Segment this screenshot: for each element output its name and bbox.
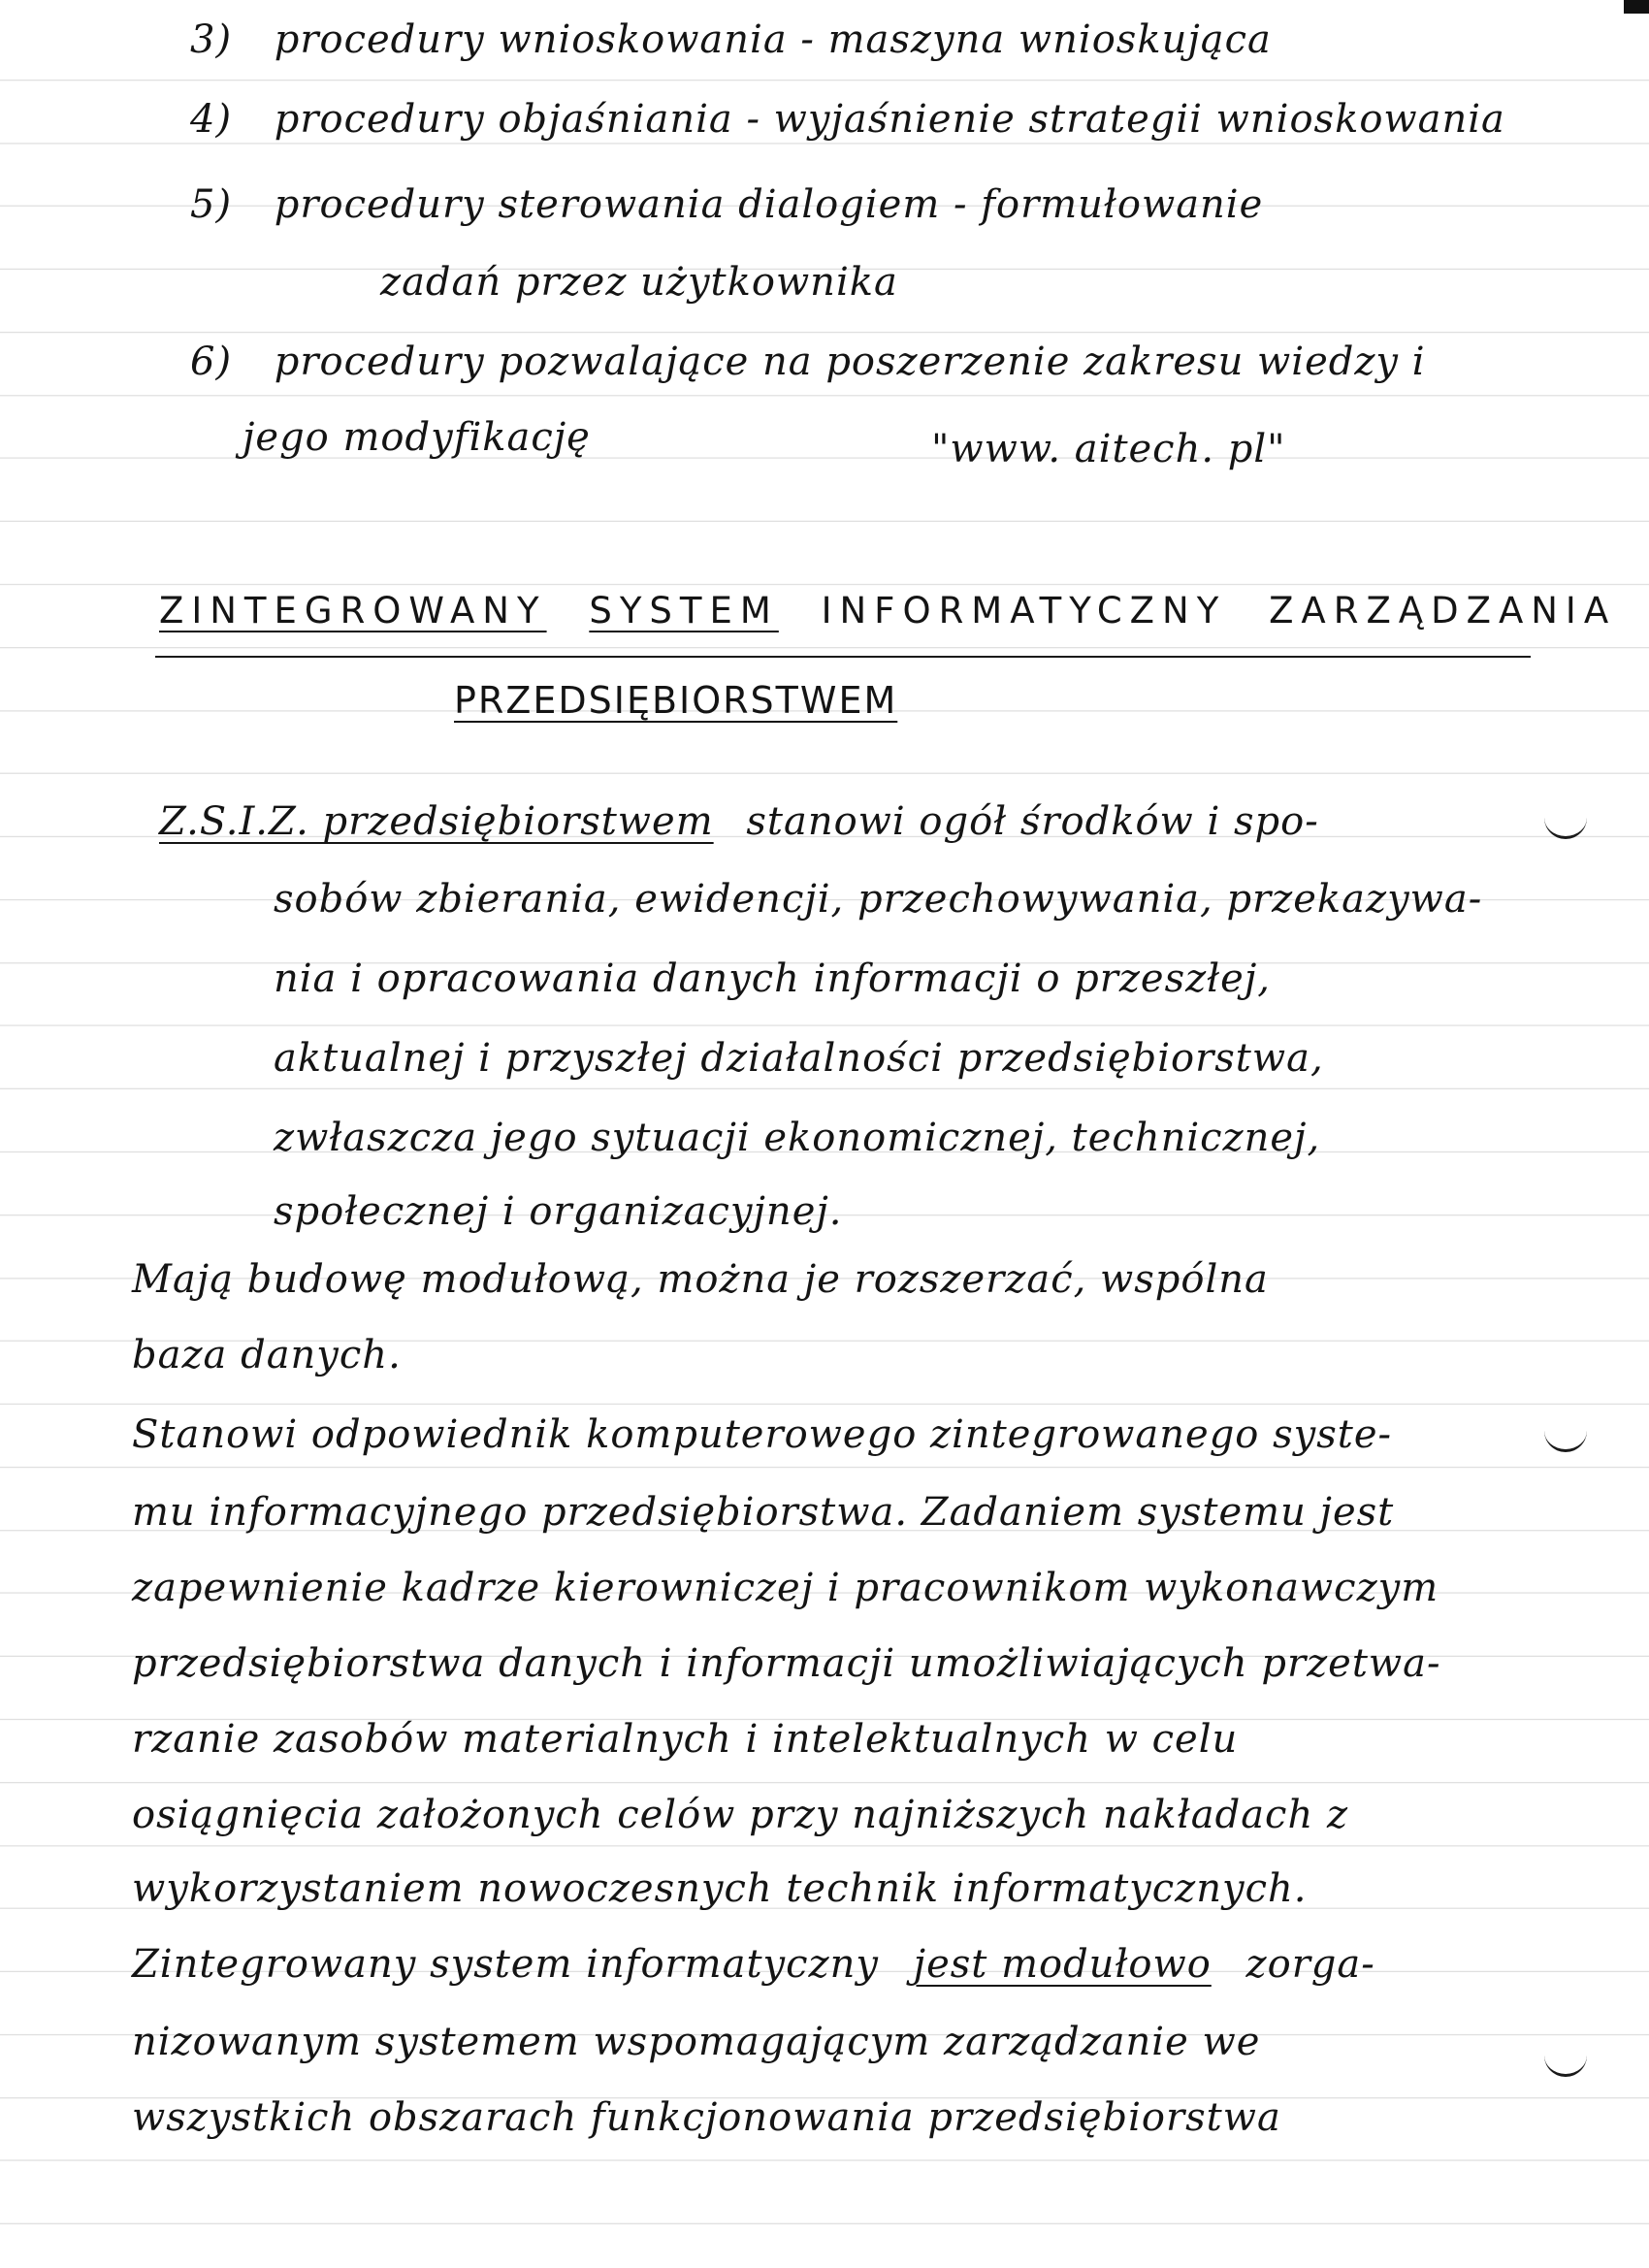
- underlined-phrase: jest modułowo: [913, 1942, 1212, 1987]
- list-text: procedury pozwalające na poszerzenie zakresu wiedzy i: [274, 340, 1426, 384]
- list-text: procedury objaśniania - wyjaśnienie strategii wnioskowania: [274, 97, 1505, 142]
- definition-text: stanowi ogół środków i spo-: [746, 799, 1319, 844]
- corner-scan-mark: [1624, 0, 1649, 14]
- list-number: 3): [190, 17, 233, 62]
- list-text: zadań przez użytkownika: [380, 260, 898, 305]
- final-text: Zintegrowany system informatyczny: [132, 1942, 879, 1987]
- final-first-line: [132, 1942, 1375, 1987]
- final-text: zorga-: [1245, 1942, 1375, 1987]
- title-word: SYSTEM: [589, 590, 779, 632]
- website-reference: "www. aitech. pl": [931, 427, 1286, 471]
- list-text: procedury sterowania dialogiem - formułowanie: [274, 182, 1264, 227]
- page-subtitle: PRZEDSIĘBIORSTWEM: [454, 679, 898, 722]
- definition-line: zwłaszcza jego sytuacji ekonomicznej, technicznej,: [274, 1116, 1321, 1160]
- definition-line: sobów zbierania, ewidencji, przechowywania, przekazywa-: [274, 877, 1483, 922]
- body-line: Stanowi odpowiednik komputerowego zintegrowanego syste-: [132, 1412, 1393, 1457]
- final-line: nizowanym systemem wspomagającym zarządzanie we: [132, 2020, 1261, 2064]
- title-word: ZINTEGROWANY: [159, 590, 547, 632]
- final-line: wszystkich obszarach funkcjonowania przedsiębiorstwa: [132, 2095, 1281, 2140]
- body-line: wykorzystaniem nowoczesnych technik informatycznych.: [132, 1866, 1308, 1911]
- body-line: baza danych.: [132, 1333, 402, 1377]
- list-item-6: [190, 340, 1426, 384]
- definition-line: nia i opracowania danych informacji o przeszłej,: [274, 956, 1271, 1001]
- definition-line: aktualnej i przyszłej działalności przedsiębiorstwa,: [274, 1036, 1324, 1081]
- definition-first-line: [159, 799, 1319, 844]
- list-item-4: [190, 97, 1505, 142]
- list-text: procedury wnioskowania - maszyna wnioskująca: [274, 17, 1272, 62]
- list-item-5-continuation: [380, 260, 898, 305]
- margin-tick-mark: [1544, 817, 1587, 839]
- title-word: INFORMATYCZNY: [821, 590, 1227, 632]
- list-number: 4): [190, 97, 233, 142]
- body-line: zapewnienie kadrze kierowniczej i pracownikom wykonawczym: [132, 1566, 1439, 1610]
- list-item-6-continuation: [242, 415, 591, 460]
- body-line: Mają budowę modułową, można je rozszerzać, wspólna: [132, 1257, 1269, 1302]
- margin-tick-mark: [1544, 1430, 1587, 1452]
- list-text: jego modyfikację: [242, 415, 591, 460]
- title-word: ZARZĄDZANIA: [1269, 590, 1617, 632]
- definition-term: Z.S.I.Z. przedsiębiorstwem: [159, 799, 714, 844]
- list-item-3: [190, 17, 1272, 62]
- body-line: osiągnięcia założonych celów przy najniższych nakładach z: [132, 1793, 1349, 1837]
- list-number: 6): [190, 340, 233, 384]
- body-line: przedsiębiorstwa danych i informacji umożliwiających przetwa-: [132, 1641, 1441, 1686]
- margin-tick-mark: [1544, 2055, 1587, 2077]
- body-line: mu informacyjnego przedsiębiorstwa. Zadaniem systemu jest: [132, 1490, 1395, 1535]
- title-underline: [155, 656, 1531, 658]
- list-item-5: [190, 182, 1263, 227]
- page-title: [159, 590, 1616, 632]
- body-line: rzanie zasobów materialnych i intelektualnych w celu: [132, 1717, 1239, 1762]
- definition-line: społecznej i organizacyjnej.: [274, 1189, 843, 1234]
- list-number: 5): [190, 182, 233, 227]
